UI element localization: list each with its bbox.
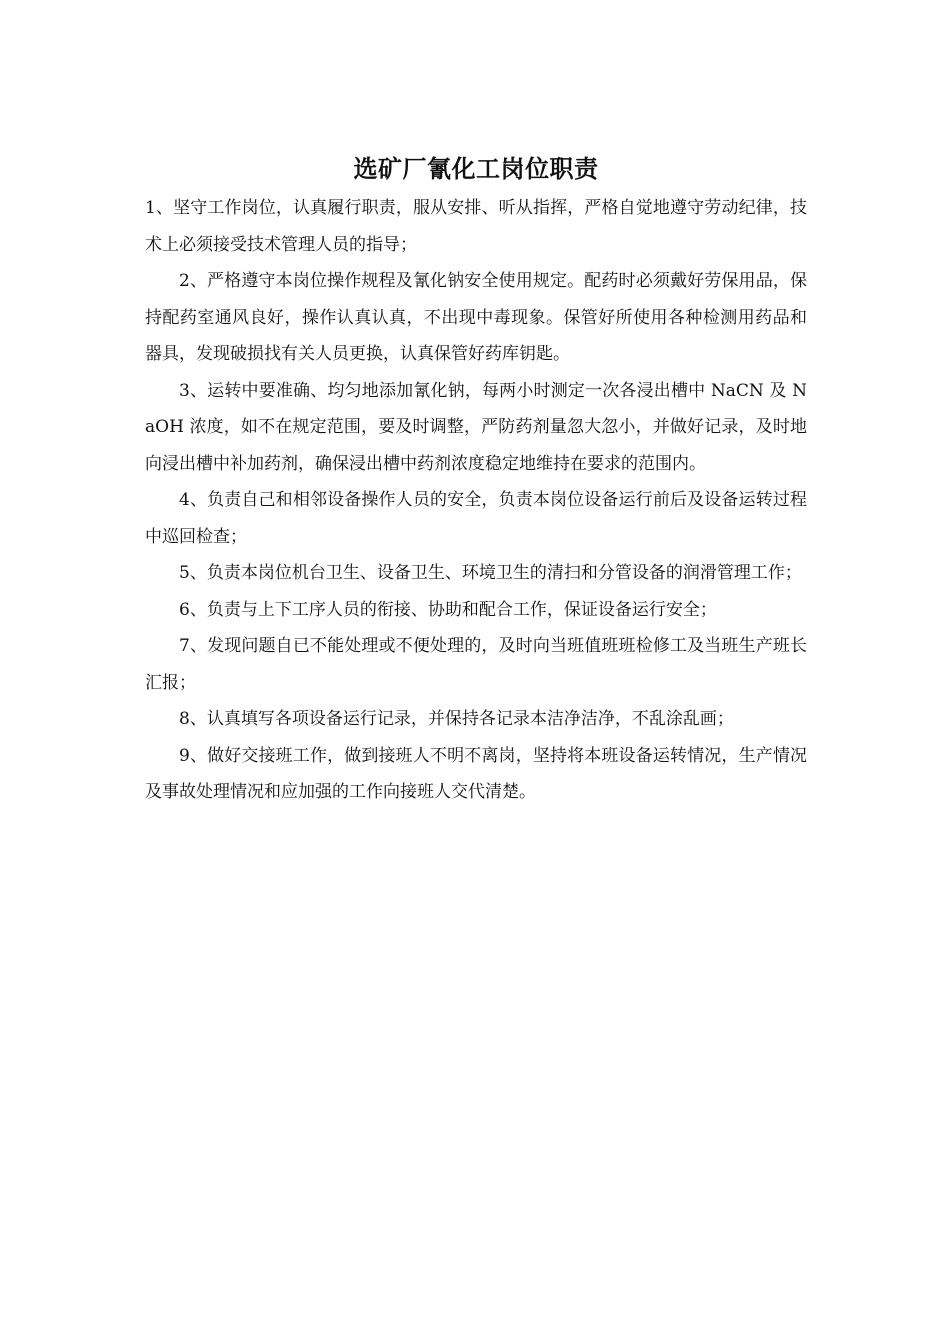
- duty-item-4: 4、负责自己和相邻设备操作人员的安全，负责本岗位设备运行前后及设备运转过程中巡回检查；: [145, 490, 807, 547]
- document-title: 选矿厂氰化工岗位职责: [353, 154, 599, 183]
- duty-item-7: 7、发现问题自已不能处理或不便处理的，及时向当班值班班检修工及当班生产班长汇报；: [145, 636, 807, 693]
- duty-item-9: 9、做好交接班工作，做到接班人不明不离岗，坚持将本班设备运转情况，生产情况及事故处理情况和应加强的工作向接班人交代清楚。: [145, 745, 807, 802]
- duty-item-8: 8、认真填写各项设备运行记录，并保持各记录本洁净洁净，不乱涂乱画；: [179, 709, 734, 729]
- duty-item-5: 5、负责本岗位机台卫生、设备卫生、环境卫生的清扫和分管设备的润滑管理工作；: [179, 563, 802, 583]
- duty-item-3: 3、运转中要准确、均匀地添加氰化钠，每两小时测定一次各浸出槽中 NaCN 及 NaOH 浓度，如不在规定范围，要及时调整，严防药剂量忽大忽小，并做好记录，及时地向浸出槽中补加药剂，确保浸出槽中药剂浓度稳定地维持在要求的范围内。: [145, 380, 807, 474]
- duty-item-1: 1、坚守工作岗位，认真履行职责，服从安排、听从指挥，严格自觉地遵守劳动纪律，技术上必须接受技术管理人员的指导；: [145, 198, 807, 255]
- duty-item-2: 2、严格遵守本岗位操作规程及氰化钠安全使用规定。配药时必须戴好劳保用品，保持配药室通风良好，操作认真认真，不出现中毒现象。保管好所使用各种检测用药品和器具，发现破损找有关人员更换，认真保管好药库钥匙。: [145, 271, 807, 364]
- document-body: [145, 150, 807, 811]
- duty-item-6: 6、负责与上下工序人员的衔接、协助和配合工作，保证设备运行安全；: [179, 599, 717, 620]
